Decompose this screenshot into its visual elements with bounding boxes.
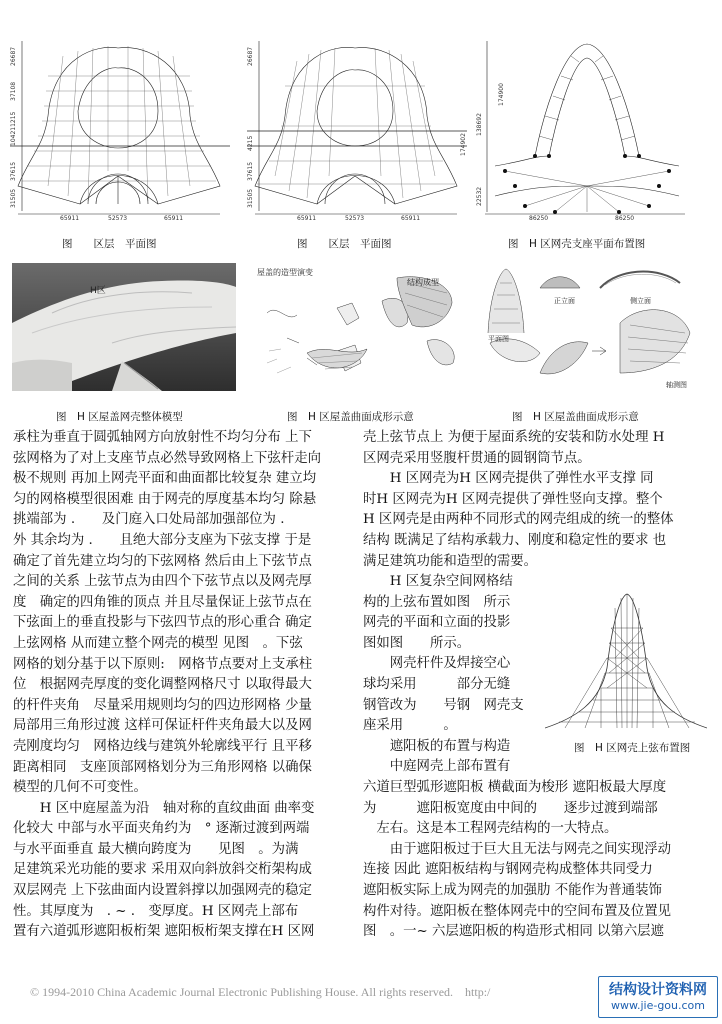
- watermark-title: 结构设计资料网: [609, 982, 707, 998]
- dim-bottom-1: 65911: [60, 215, 80, 222]
- dim-bottom-1: 65911: [297, 215, 317, 222]
- dim-bottom-2: 86250: [615, 215, 635, 222]
- text-line: 结构 既满足了结构承载力、刚度和稳定性的要求 也: [363, 532, 667, 548]
- text-line: H 区网壳为H 区网壳提供了弹性水平支撑 同: [363, 471, 654, 487]
- text-line: 化较大 中部与水平面夹角约为 ° 逐渐过渡到两端: [13, 821, 310, 837]
- text-line: 与水平面垂直 最大横向跨度为 见图 。为满: [13, 841, 299, 857]
- label-evolution: 屋盖的造型演变: [257, 268, 313, 277]
- text-line: 壳刚度均匀 网格边线与建筑外轮廓线平行 且平移: [13, 738, 312, 754]
- text-line: 区网壳采用竖腹杆贯通的圆钢筒节点。: [363, 450, 591, 466]
- text-line: 图如图 所示。: [363, 635, 471, 651]
- figure-plan-1: [8, 36, 230, 222]
- figure-plan-2: [245, 36, 467, 222]
- text-line: 球均采用 部分无缝: [363, 676, 511, 692]
- left-column: [13, 428, 355, 943]
- text-line: 外 其余均为 . 且绝大部分支座为下弦支撑 于是: [13, 532, 312, 548]
- dim-left-1: 22532: [476, 186, 483, 206]
- dim-left-5: 26687: [10, 46, 17, 66]
- dim-left-3: 4215: [247, 135, 254, 151]
- dim-left-3: 104211215: [10, 111, 17, 146]
- copyright-footer: © 1994-2010 China Academic Journal Electronic Publishing House. All rights reserved. http:/: [30, 985, 491, 999]
- text-line: 度 确定的四角锥的顶点 并且尽量保证上弦节点在: [13, 594, 312, 610]
- text-line: 为 遮阳板宽度由中间的 逐步过渡到端部: [363, 800, 658, 816]
- figure-surface-evolution: [247, 263, 475, 393]
- model-label-h: H区: [90, 286, 106, 296]
- text-line: 网格的划分基于以下原则: 网格节点要对上支承柱: [13, 656, 313, 672]
- text-line: 构件对待。遮阳板在整体网壳中的空间布置及位置见: [363, 903, 671, 919]
- label-side-elevation: 侧立面: [630, 297, 651, 305]
- watermark-badge[interactable]: [598, 976, 718, 1018]
- caption-fig-surface-evolution: 图 H 区屋盖曲面成形示意: [287, 411, 414, 423]
- dim-bottom-3: 65911: [401, 215, 421, 222]
- text-line: 连接 因此 遮阳板结构与钢网壳构成整体共同受力: [363, 862, 653, 878]
- caption-fig-overall-model: 图 H 区屋盖网壳整体模型: [56, 411, 183, 423]
- dim-left-1: 31505: [247, 188, 254, 208]
- text-line: 距离相同 支座顶部网格划分为三角形网格 以确保: [13, 759, 312, 775]
- caption-fig-support-plan: 图 H 区网壳支座平面布置图: [508, 238, 646, 250]
- text-line: H 区网壳是由两种不同形式的网壳组成的统一的整体: [363, 512, 674, 528]
- text-line: 遮阳板的布置与构造: [363, 738, 511, 754]
- caption-fig-surface-views: 图 H 区屋盖曲面成形示意: [512, 411, 639, 423]
- text-line: 钢管改为 号钢 网壳支: [363, 697, 524, 713]
- right-column-mid: [363, 572, 533, 778]
- text-line: 局部用三角形过渡 这样可保证杆件夹角最大以及网: [13, 718, 312, 734]
- label-structure: 结构成型: [407, 278, 439, 287]
- text-line: 网壳的平面和立面的投影: [363, 615, 511, 631]
- text-line: 遮阳板实际上成为网壳的加强肋 不能作为普通装饰: [363, 882, 662, 898]
- dim-left-4: 26687: [247, 46, 254, 66]
- text-line: 匀的网格模型很困难 由于网壳的厚度基本均匀 除悬: [13, 491, 317, 507]
- text-line: 图 。一~ 六层遮阳板的构造形式相同 以第六层遮: [363, 924, 664, 940]
- right-column-bottom: [363, 778, 709, 943]
- text-line: H 区中庭屋盖为沿 轴对称的直纹曲面 曲率变: [13, 800, 315, 816]
- text-line: 构的上弦布置如图 所示: [363, 594, 511, 610]
- text-line: 确定了首先建立均匀的下弦网格 然后由上下弦节点: [13, 553, 312, 569]
- text-line: H 区复杂空间网格结: [363, 574, 513, 589]
- text-line: 极不规则 再加上网壳平面和曲面都比较复杂 建立均: [13, 471, 317, 487]
- text-line: 之间的关系 上弦节点为由四个下弦节点以及网壳厚: [13, 574, 312, 590]
- text-line: 时H 区网壳为H 区网壳提供了弹性竖向支撑。整个: [363, 491, 663, 507]
- dim-bottom-1: 86250: [529, 215, 549, 222]
- text-line: 座采用 。: [363, 718, 457, 734]
- text-line: 壳上弦节点上 为便于屋面系统的安装和防水处理 H: [363, 430, 665, 445]
- right-column-top: [363, 428, 709, 572]
- figure-support-plan: [475, 36, 697, 222]
- text-line: 由于遮阳板过于巨大且无法与网壳之间实现浮动: [363, 841, 671, 857]
- text-line: 网壳杆件及焊接空心: [363, 656, 511, 672]
- text-line: 置有六道弧形遮阳板桁架 遮阳板桁架支撑在H 区网: [13, 924, 315, 940]
- dim-right-1: 174902: [460, 133, 467, 156]
- watermark-url[interactable]: www.jie-gou.com: [611, 999, 705, 1012]
- text-line: 位 根据网壳厚度的变化调整网格尺寸 以取得最大: [13, 677, 312, 693]
- text-line: 六道巨型弧形遮阳板 横截面为梭形 遮阳板最大厚度: [363, 780, 667, 795]
- text-line: 的杆件夹角 尽量采用规则均匀的四边形网格 少量: [13, 697, 312, 713]
- dim-bottom-2: 52573: [345, 215, 365, 222]
- caption-fig-upper-chord: 图 H 区网壳上弦布置图: [574, 742, 691, 754]
- text-line: 挑端部为 . 及门庭入口处局部加强部位为 .: [13, 512, 285, 528]
- dim-left-2: 138692: [476, 113, 483, 136]
- label-axonometric: 轴测图: [666, 381, 687, 389]
- dim-left-2: 37615: [10, 161, 17, 181]
- text-line: 满足建筑功能和造型的需要。: [363, 553, 538, 569]
- text-line: 性。其厚度为 . ~ . 变厚度。H 区网壳上部布: [13, 903, 299, 919]
- text-line: 双层网壳 上下弦曲面内设置斜撑以加强网壳的稳定: [13, 883, 312, 899]
- text-line: 上弦网格 从而建立整个网壳的模型 见图 。下弦: [13, 635, 303, 651]
- label-front-elevation: 正立面: [554, 297, 575, 305]
- figure-surface-views: [480, 263, 702, 393]
- dim-left-4: 37108: [10, 81, 17, 101]
- dim-left-2: 37615: [247, 161, 254, 181]
- figure-overall-model: [12, 263, 236, 391]
- dim-left-3: 174900: [498, 83, 505, 106]
- dim-left-1: 31505: [10, 188, 17, 208]
- figure-upper-chord: [545, 588, 707, 736]
- text-line: 模型的几何不可变性。: [13, 780, 147, 796]
- text-line: 下弦面上的垂直投影与下弦四节点的形心重合 确定: [13, 615, 312, 631]
- text-line: 足建筑采光功能的要求 采用双向斜放斜交桁架构成: [13, 862, 312, 878]
- text-line: 中庭网壳上部布置有: [363, 759, 511, 775]
- caption-fig-plan-1: 图 区层 平面图: [62, 238, 157, 250]
- label-plan: 平面图: [488, 335, 509, 343]
- caption-fig-plan-2: 图 区层 平面图: [297, 238, 392, 250]
- text-line: 承柱为垂直于圆弧轴网方向放射性不均匀分布 上下: [13, 430, 312, 445]
- text-line: 弦网格为了对上支座节点必然导致网格上下弦杆走向: [13, 450, 321, 466]
- text-line: 左右。这是本工程网壳结构的一大特点。: [363, 821, 618, 837]
- dim-bottom-2: 52573: [108, 215, 128, 222]
- dim-bottom-3: 65911: [164, 215, 184, 222]
